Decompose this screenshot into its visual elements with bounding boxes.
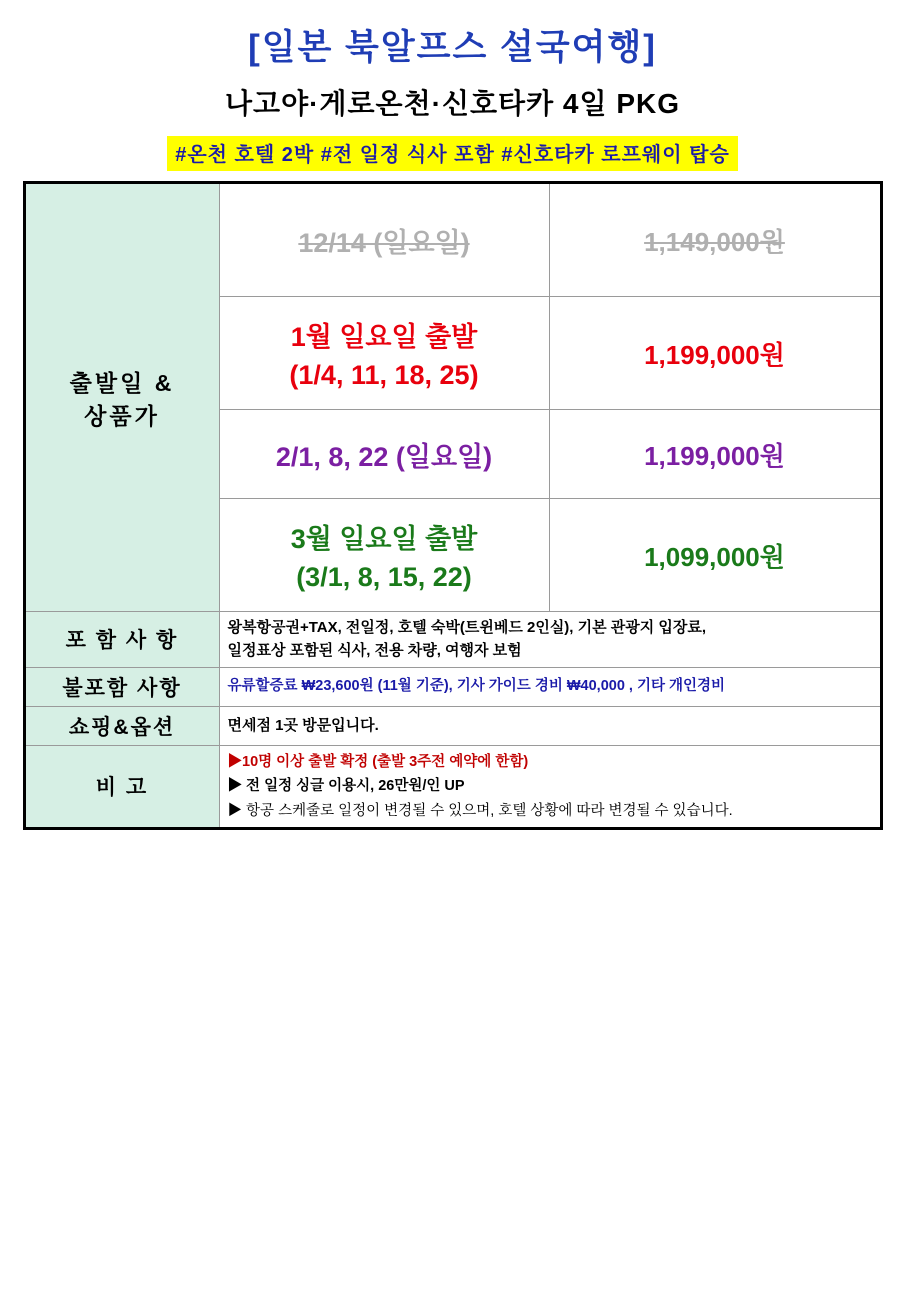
table-row	[24, 667, 881, 706]
page-title: [일본 북알프스 설국여행]	[248, 28, 657, 67]
departure-date-text: 1월 일요일 출발	[290, 322, 478, 352]
remark-line-2-wrap	[228, 774, 872, 799]
triangle-bullet-icon: ▶	[227, 802, 242, 819]
remark-line-1: 10명 이상 출발 확정 (출발 3주전 예약에 한함)	[242, 753, 529, 770]
shopping-content-cell: 면세점 1곳 방문입니다.	[219, 706, 881, 745]
departure-price-cell: 1,199,000원	[549, 410, 881, 499]
departure-date-detail: (1/4, 11, 18, 25)	[289, 360, 479, 390]
departure-date-text: 12/14 (일요일)	[298, 227, 470, 258]
remark-line-3-wrap	[228, 799, 872, 824]
highlight-banner-row	[0, 136, 905, 171]
departure-date-cell	[219, 499, 549, 612]
departure-price-cell: 1,199,000원	[549, 297, 881, 410]
included-content-cell	[219, 612, 881, 668]
departure-label-cell	[24, 183, 219, 612]
departure-label-line2: 상품가	[84, 402, 160, 429]
remark-content-cell	[219, 745, 881, 829]
page-subtitle: 나고야·게로온천·신호타카 4일 PKG	[224, 88, 681, 119]
departure-date-cell: 2/1, 8, 22 (일요일)	[219, 410, 549, 499]
package-info-table	[23, 181, 883, 830]
remark-line-2: 전 일정 싱글 이용시, 26만원/인 UP	[246, 778, 465, 795]
departure-date-detail: (3/1, 8, 15, 22)	[296, 562, 472, 592]
flyer-page	[0, 20, 905, 830]
triangle-bullet-icon: ▶	[227, 753, 242, 770]
excluded-content-cell: 유류할증료 ₩23,600원 (11월 기준), 기사 가이드 경비 ₩40,000 , 기타 개인경비	[219, 667, 881, 706]
table-row	[24, 706, 881, 745]
table-row	[24, 745, 881, 829]
shopping-label-cell: 쇼핑&옵션	[24, 706, 219, 745]
departure-price-cell: 1,099,000원	[549, 499, 881, 612]
table-row	[24, 183, 881, 297]
departure-date-text: 3월 일요일 출발	[290, 524, 478, 554]
excluded-label-cell: 불포함 사항	[24, 667, 219, 706]
included-line-1: 왕복항공권+TAX, 전일정, 호텔 숙박(트윈베드 2인실), 기본 관광지 입장료,	[227, 619, 707, 636]
departure-price-text: 1,149,000원	[644, 226, 785, 257]
included-line-2: 일정표상 포함된 식사, 전용 차량, 여행자 보험	[227, 642, 522, 660]
remark-line-3: 항공 스케줄로 일정이 변경될 수 있으며, 호텔 상황에 따라 변경될 수 있습니다.	[246, 802, 733, 819]
remark-label-cell: 비 고	[24, 745, 219, 829]
departure-date-cell	[219, 297, 549, 410]
remark-line-1-wrap	[228, 750, 872, 775]
table-row	[24, 612, 881, 668]
highlight-banner: #온천 호텔 2박 #전 일정 식사 포함 #신호타카 로프웨이 탑승	[167, 136, 738, 171]
departure-date-cell	[219, 183, 549, 297]
triangle-bullet-icon: ▶	[227, 778, 242, 795]
departure-price-cell	[549, 183, 881, 297]
departure-label-line1: 출발일 &	[69, 369, 175, 396]
included-label-cell: 포 함 사 항	[24, 612, 219, 668]
